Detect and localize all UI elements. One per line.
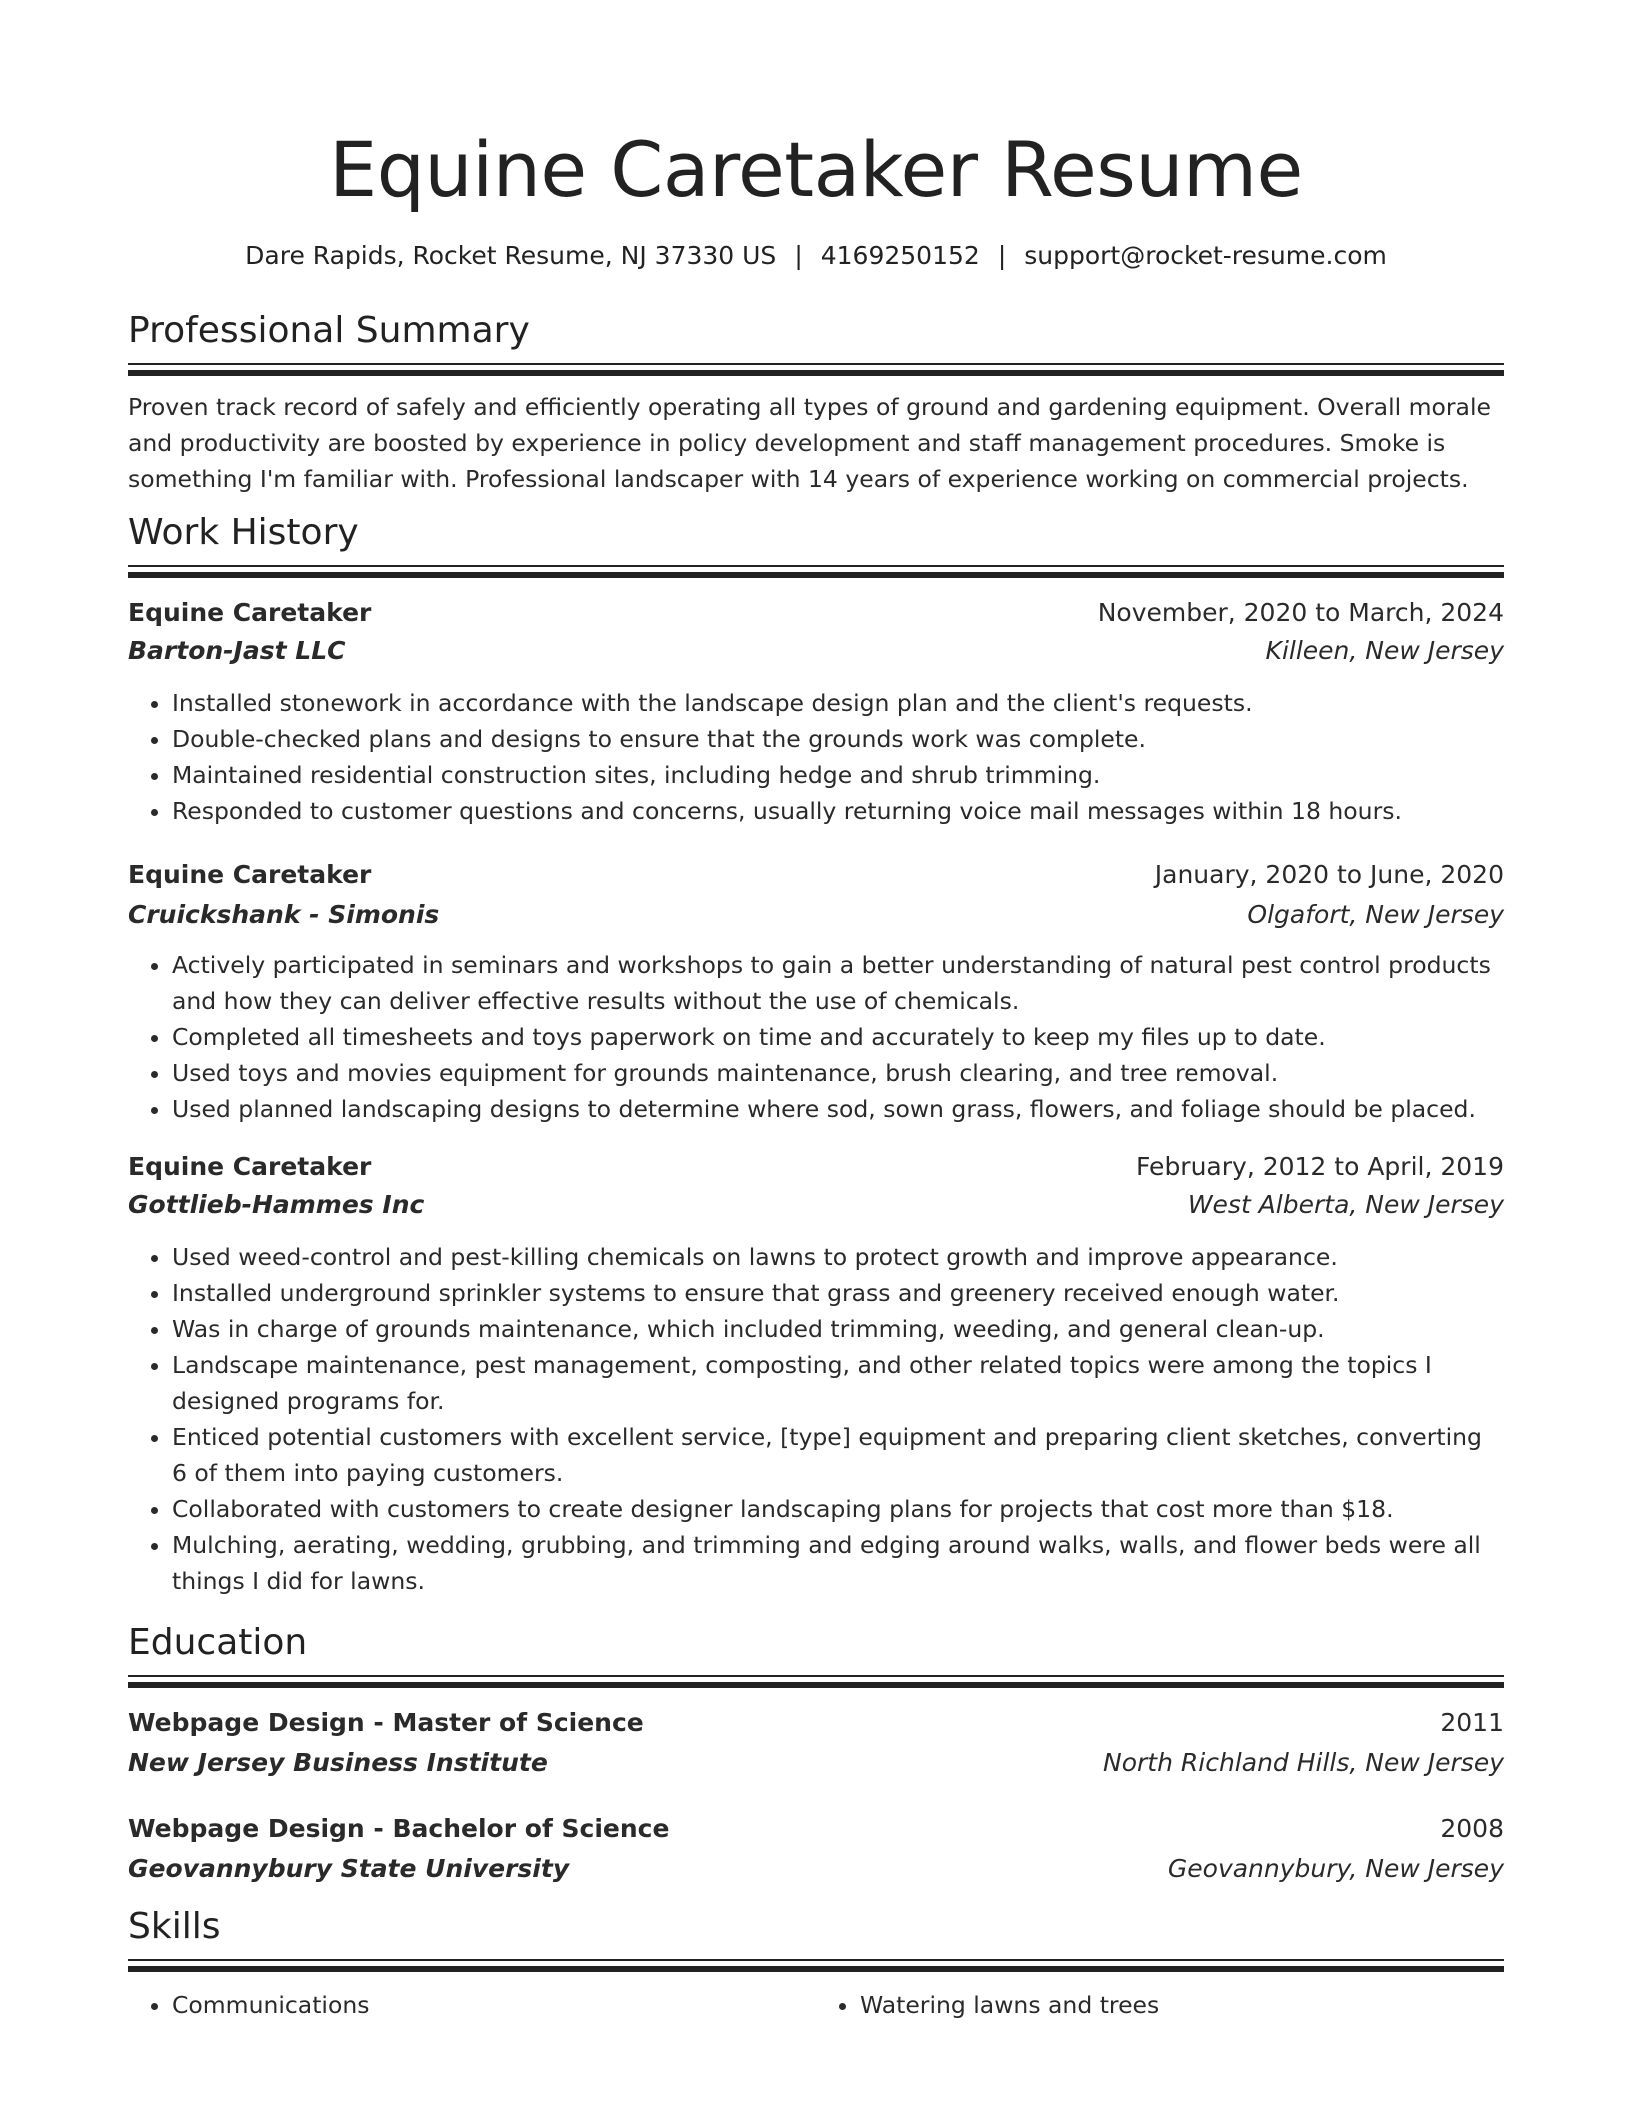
job-bullets <box>128 947 1504 1127</box>
graduation-year: 2011 <box>1440 1708 1504 1737</box>
section-heading-skills: Skills <box>128 1906 221 1947</box>
list-item: • Used weed-control and pest-killing chemicals on lawns to protect growth and improve appearance. <box>172 1239 1504 1275</box>
email: support@rocket-resume.com <box>1024 241 1387 270</box>
job-entry <box>128 1149 1504 1599</box>
section-divider <box>128 1675 1504 1689</box>
list-item: • Used planned landscaping designs to determine where sod, sown grass, flowers, and foliage should be placed. <box>172 1091 1504 1127</box>
job-title: Equine Caretaker <box>128 598 372 627</box>
education-entry <box>128 1811 1504 1887</box>
company-name: Gottlieb-Hammes Inc <box>128 1190 425 1219</box>
section-divider <box>128 363 1504 377</box>
job-bullets <box>128 685 1504 829</box>
job-dates: January, 2020 to June, 2020 <box>1154 860 1504 889</box>
education-section <box>128 1621 1504 1887</box>
section-heading-work: Work History <box>128 512 359 553</box>
job-entry <box>128 857 1504 1127</box>
address: Dare Rapids, Rocket Resume, NJ 37330 US <box>245 241 777 270</box>
list-item: • Completed all timesheets and toys paperwork on time and accurately to keep my files up to date. <box>172 1019 1504 1055</box>
contact-separator: | <box>794 241 803 270</box>
list-item: • Enticed potential customers with excellent service, [type] equipment and preparing client sketches, converting 6 of them into paying customers. <box>172 1419 1504 1491</box>
list-item: • Mulching, aerating, wedding, grubbing, and trimming and edging around walks, walls, and flower beds were all things I did for lawns. <box>172 1527 1504 1599</box>
list-item: • Was in charge of grounds maintenance, which included trimming, weeding, and general clean-up. <box>172 1311 1504 1347</box>
list-item: • Maintained residential construction sites, including hedge and shrub trimming. <box>172 757 1504 793</box>
section-heading-summary: Professional Summary <box>128 310 530 351</box>
degree: Webpage Design - Bachelor of Science <box>128 1814 670 1843</box>
section-divider <box>128 1959 1504 1973</box>
graduation-year: 2008 <box>1440 1814 1504 1843</box>
list-item: • Actively participated in seminars and workshops to gain a better understanding of natural pest control products and how they can deliver effective results without the use of chemicals. <box>172 947 1504 1019</box>
degree: Webpage Design - Master of Science <box>128 1708 644 1737</box>
job-location: Olgafort, New Jersey <box>1247 900 1504 929</box>
section-heading-education: Education <box>128 1622 308 1663</box>
skills-column-right <box>816 1987 1504 2023</box>
work-section <box>128 511 1504 1599</box>
section-divider <box>128 565 1504 579</box>
company-name: Cruickshank - Simonis <box>128 900 440 929</box>
list-item: • Installed underground sprinkler systems to ensure that grass and greenery received enough water. <box>172 1275 1504 1311</box>
contact-line <box>128 240 1504 272</box>
school-location: Geovannybury, New Jersey <box>1167 1854 1504 1883</box>
job-dates: November, 2020 to March, 2024 <box>1097 598 1504 627</box>
page-title: Equine Caretaker Resume <box>329 125 1303 214</box>
job-bullets <box>128 1239 1504 1599</box>
list-item: • Responded to customer questions and concerns, usually returning voice mail messages within 18 hours. <box>172 793 1504 829</box>
job-title: Equine Caretaker <box>128 1152 372 1181</box>
skills-list <box>128 1987 1504 2023</box>
list-item: • Double-checked plans and designs to ensure that the grounds work was complete. <box>172 721 1504 757</box>
skill-item: • Communications <box>172 1987 816 2023</box>
resume-page <box>128 0 1504 2023</box>
skills-section <box>128 1905 1504 2023</box>
skills-column-left <box>128 1987 816 2023</box>
job-entry <box>128 595 1504 829</box>
job-title: Equine Caretaker <box>128 860 372 889</box>
phone: 4169250152 <box>820 241 980 270</box>
job-location: Killeen, New Jersey <box>1265 636 1504 665</box>
list-item: • Landscape maintenance, pest management, composting, and other related topics were among the topics I designed programs for. <box>172 1347 1504 1419</box>
summary-text: Proven track record of safely and efficiently operating all types of ground and gardening equipment. Overall morale and productivity are boosted by experience in policy development and staff management procedures. Smoke is something I'm familiar with. Professional landscaper with 14 years of experience working on commercial projects. <box>128 393 1491 493</box>
list-item: • Installed stonework in accordance with the landscape design plan and the client's requests. <box>172 685 1504 721</box>
contact-separator: | <box>997 241 1007 270</box>
summary-section <box>128 309 1504 497</box>
education-entry <box>128 1705 1504 1781</box>
company-name: Barton-Jast LLC <box>128 636 346 665</box>
school-location: North Richland Hills, New Jersey <box>1103 1748 1504 1777</box>
list-item: • Collaborated with customers to create designer landscaping plans for projects that cost more than $18. <box>172 1491 1504 1527</box>
job-location: West Alberta, New Jersey <box>1187 1190 1504 1219</box>
school-name: Geovannybury State University <box>128 1854 570 1883</box>
job-dates: February, 2012 to April, 2019 <box>1136 1152 1504 1181</box>
list-item: • Used toys and movies equipment for grounds maintenance, brush clearing, and tree removal. <box>172 1055 1504 1091</box>
school-name: New Jersey Business Institute <box>128 1748 548 1777</box>
skill-item: • Watering lawns and trees <box>860 1987 1504 2023</box>
